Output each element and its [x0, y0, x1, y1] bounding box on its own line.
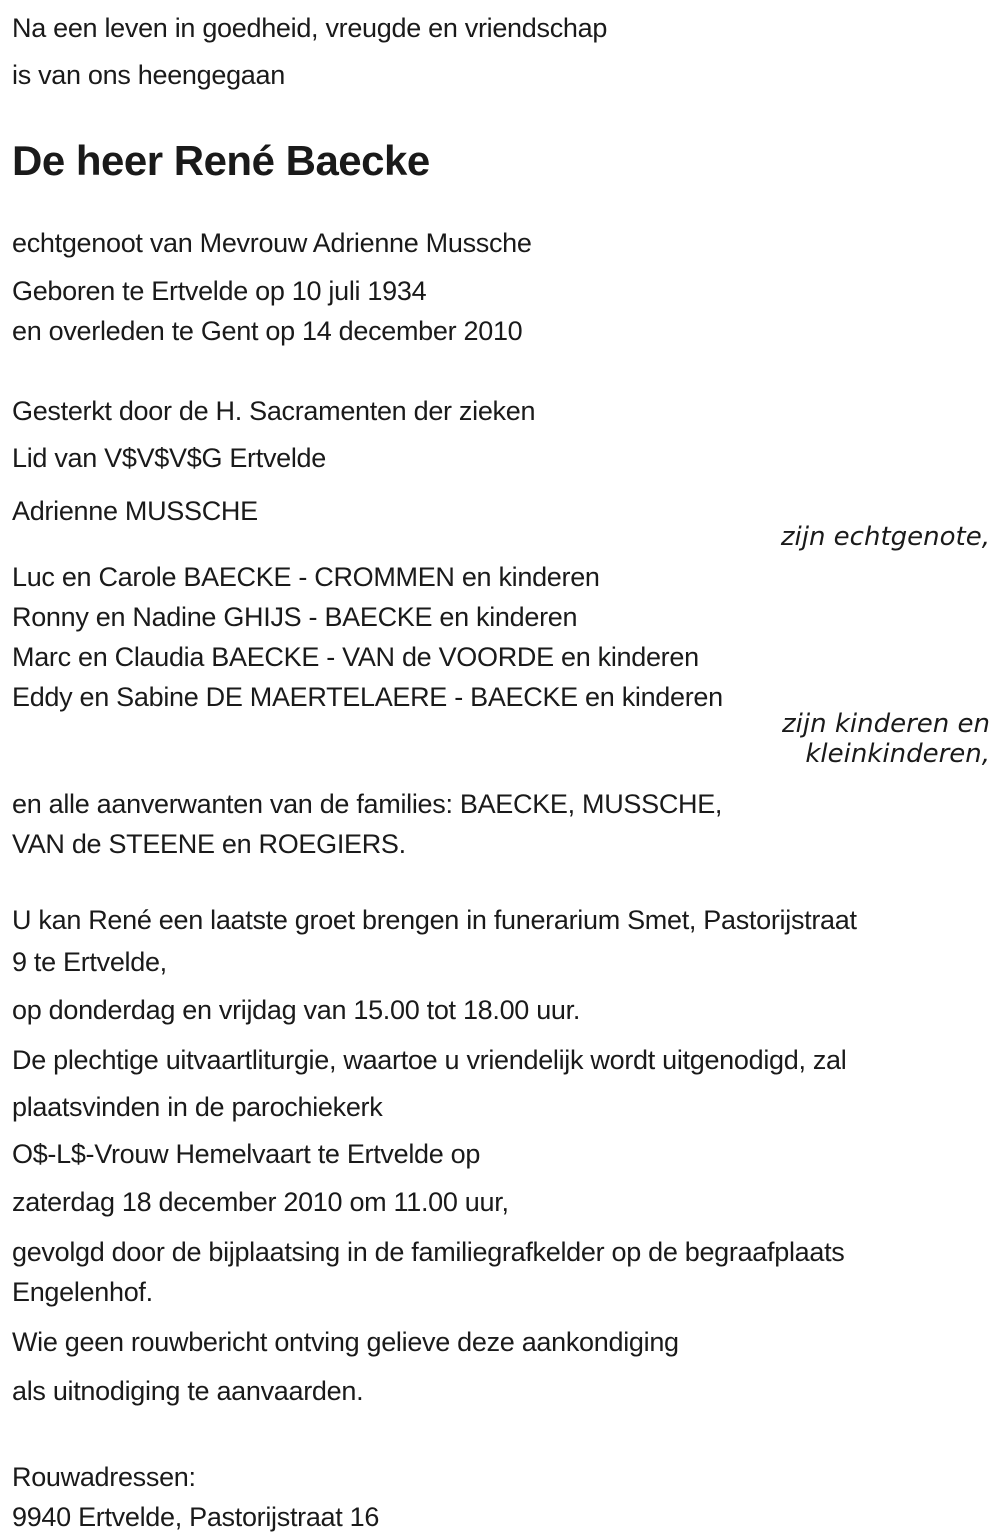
church-line: O$-L$-Vrouw Hemelvaart te Ertvelde op [12, 1139, 481, 1169]
birth-line: Geboren te Ertvelde op 10 juli 1934 [12, 276, 427, 306]
notice-line-1: Wie geen rouwbericht ontving gelieve deze aankondiging [12, 1327, 679, 1357]
burial-line-2: Engelenhof. [12, 1277, 153, 1307]
spouse-name: Adrienne MUSSCHE [12, 496, 258, 526]
visitation-line-1: U kan René een laatste groet brengen in funerarium Smet, Pastorijstraat [12, 905, 857, 935]
visitation-hours: op donderdag en vrijdag van 15.00 tot 18.00 uur. [12, 995, 581, 1025]
mourning-address-label: Rouwadressen: [12, 1462, 196, 1492]
service-datetime: zaterdag 18 december 2010 om 11.00 uur, [12, 1187, 509, 1217]
intro-line-1: Na een leven in goedheid, vreugde en vriendschap [12, 13, 608, 43]
child-line-3: Marc en Claudia BAECKE - VAN de VOORDE en kinderen [12, 642, 699, 672]
spouse-line: echtgenoot van Mevrouw Adrienne Mussche [12, 228, 532, 258]
child-line-1: Luc en Carole BAECKE - CROMMEN en kinderen [12, 562, 600, 592]
children-role-line-2: kleinkinderen, [805, 739, 990, 769]
death-line: en overleden te Gent op 14 december 2010 [12, 316, 523, 346]
membership-line: Lid van V$V$V$G Ertvelde [12, 443, 326, 473]
mourning-address: 9940 Ertvelde, Pastorijstraat 16 [12, 1502, 380, 1532]
intro-line-2: is van ons heengegaan [12, 60, 285, 90]
child-line-4: Eddy en Sabine DE MAERTELAERE - BAECKE en kinderen [12, 682, 723, 712]
children-role-line-1: zijn kinderen en [782, 709, 990, 739]
burial-line-1: gevolgd door de bijplaatsing in de familiegrafkelder op de begraafplaats [12, 1237, 845, 1267]
spouse-role: zijn echtgenote, [780, 522, 990, 552]
families-line-2: VAN de STEENE en ROEGIERS. [12, 829, 406, 859]
service-line-2: plaatsvinden in de parochiekerk [12, 1092, 383, 1122]
deceased-name: De heer René Baecke [12, 137, 430, 184]
service-line-1: De plechtige uitvaartliturgie, waartoe u vriendelijk wordt uitgenodigd, zal [12, 1045, 847, 1075]
sacraments-line: Gesterkt door de H. Sacramenten der zieken [12, 396, 536, 426]
notice-line-2: als uitnodiging te aanvaarden. [12, 1376, 364, 1406]
visitation-line-2: 9 te Ertvelde, [12, 947, 167, 977]
child-line-2: Ronny en Nadine GHIJS - BAECKE en kinderen [12, 602, 578, 632]
families-line-1: en alle aanverwanten van de families: BAECKE, MUSSCHE, [12, 789, 723, 819]
